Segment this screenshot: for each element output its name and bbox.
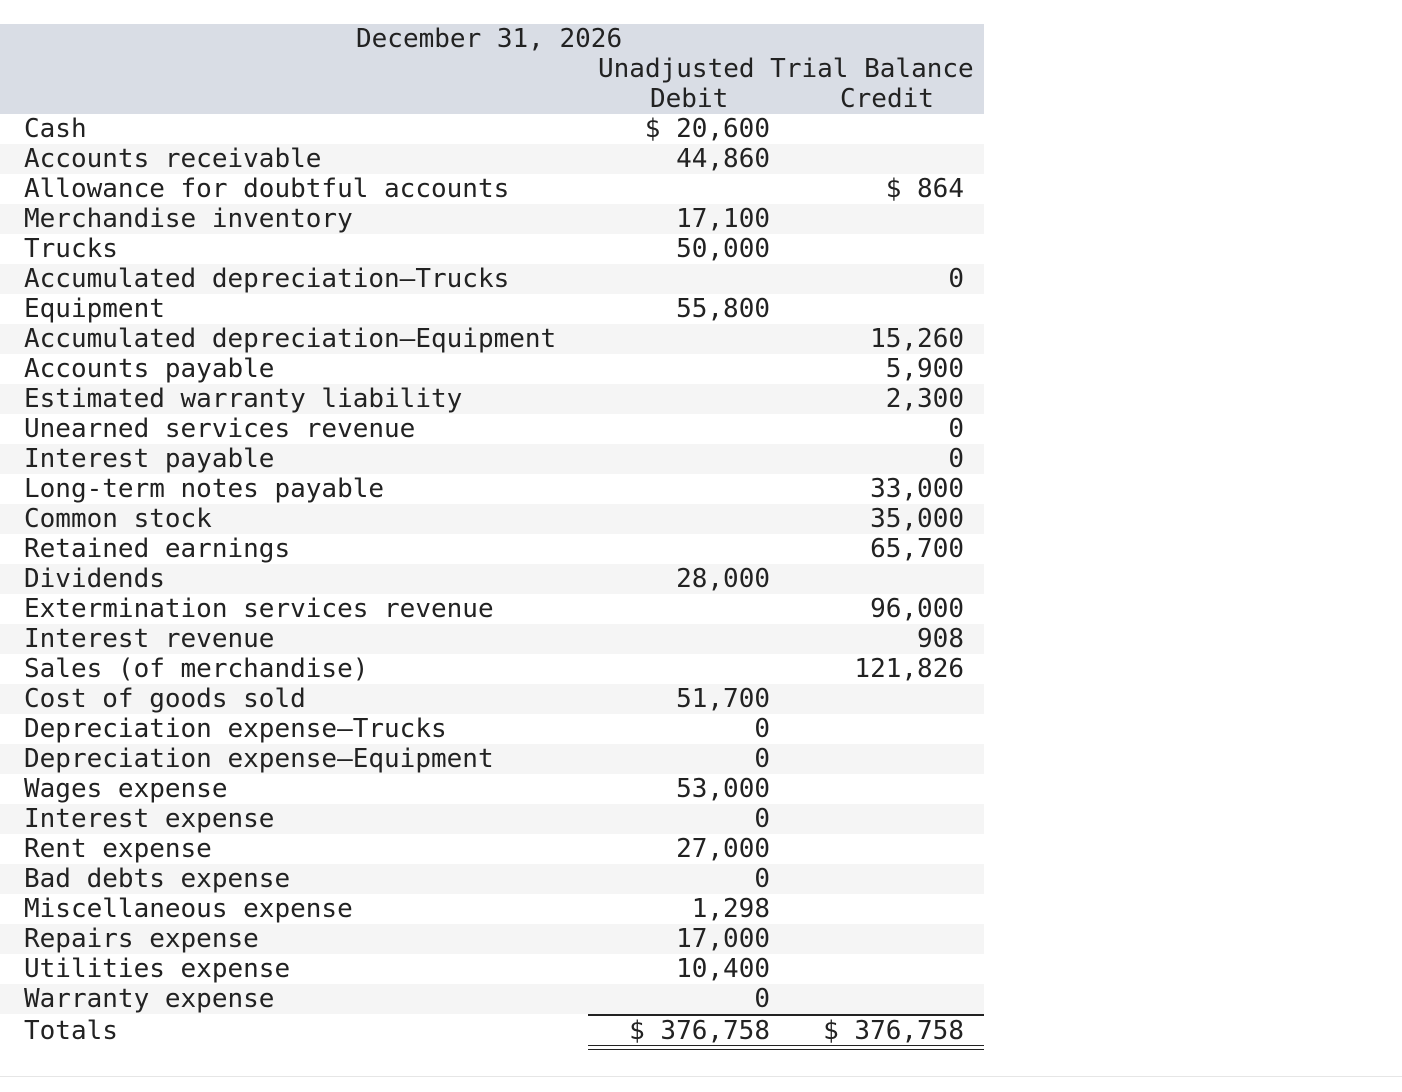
debit-amount: 55,800 bbox=[676, 294, 770, 324]
debit-amount: 17,000 bbox=[676, 924, 770, 954]
debit-amount: 27,000 bbox=[676, 834, 770, 864]
credit-amount: 35,000 bbox=[870, 504, 964, 534]
totals-double-rule-upper bbox=[588, 1045, 984, 1046]
totals-debit: $ 376,758 bbox=[629, 1016, 770, 1046]
account-name: Depreciation expense—Equipment bbox=[24, 744, 494, 774]
table-row bbox=[0, 594, 984, 624]
table-row bbox=[0, 474, 984, 504]
account-name: Common stock bbox=[24, 504, 212, 534]
credit-amount: 15,260 bbox=[870, 324, 964, 354]
table-row bbox=[0, 714, 984, 744]
table-row bbox=[0, 204, 984, 234]
account-name: Long-term notes payable bbox=[24, 474, 385, 504]
credit-amount: 0 bbox=[948, 444, 964, 474]
debit-amount: 53,000 bbox=[676, 774, 770, 804]
debit-amount: 1,298 bbox=[691, 894, 770, 924]
account-name: Estimated warranty liability bbox=[24, 384, 463, 414]
table-row bbox=[0, 894, 984, 924]
totals-double-rule-lower bbox=[588, 1049, 984, 1050]
table-row bbox=[0, 984, 984, 1014]
debit-amount: 10,400 bbox=[676, 954, 770, 984]
table-row bbox=[0, 684, 984, 714]
debit-amount: 0 bbox=[754, 714, 770, 744]
table-row bbox=[0, 444, 984, 474]
credit-column-header: Credit bbox=[840, 84, 934, 114]
account-name: Warranty expense bbox=[24, 984, 275, 1014]
totals-credit: $ 376,758 bbox=[823, 1016, 964, 1046]
trial-balance-title: Unadjusted Trial Balance bbox=[598, 54, 974, 84]
debit-amount: 50,000 bbox=[676, 234, 770, 264]
trial-balance-table bbox=[0, 114, 984, 1014]
table-row bbox=[0, 654, 984, 684]
account-name: Accumulated depreciation—Equipment bbox=[24, 324, 557, 354]
debit-amount: 0 bbox=[754, 804, 770, 834]
table-row bbox=[0, 534, 984, 564]
account-name: Interest revenue bbox=[24, 624, 275, 654]
table-row bbox=[0, 234, 984, 264]
account-name: Trucks bbox=[24, 234, 118, 264]
table-row bbox=[0, 384, 984, 414]
debit-column-header: Debit bbox=[650, 84, 729, 114]
account-name: Accumulated depreciation—Trucks bbox=[24, 264, 510, 294]
debit-amount: 0 bbox=[754, 744, 770, 774]
credit-amount: 5,900 bbox=[885, 354, 964, 384]
table-row bbox=[0, 294, 984, 324]
account-name: Interest expense bbox=[24, 804, 275, 834]
credit-amount: 65,700 bbox=[870, 534, 964, 564]
statement-date: December 31, 2026 bbox=[356, 24, 623, 54]
table-row bbox=[0, 774, 984, 804]
account-name: Interest payable bbox=[24, 444, 275, 474]
table-row bbox=[0, 834, 984, 864]
credit-amount: 121,826 bbox=[854, 654, 964, 684]
table-row bbox=[0, 114, 984, 144]
account-name: Retained earnings bbox=[24, 534, 291, 564]
credit-amount: 33,000 bbox=[870, 474, 964, 504]
account-name: Cost of goods sold bbox=[24, 684, 306, 714]
table-row bbox=[0, 924, 984, 954]
debit-amount: 17,100 bbox=[676, 204, 770, 234]
debit-amount: 44,860 bbox=[676, 144, 770, 174]
account-name: Allowance for doubtful accounts bbox=[24, 174, 510, 204]
table-row bbox=[0, 264, 984, 294]
account-name: Accounts receivable bbox=[24, 144, 322, 174]
account-name: Unearned services revenue bbox=[24, 414, 416, 444]
credit-amount: 96,000 bbox=[870, 594, 964, 624]
table-row bbox=[0, 324, 984, 354]
credit-amount: $ 864 bbox=[885, 174, 964, 204]
page-bottom-divider bbox=[0, 1076, 1402, 1077]
table-row bbox=[0, 624, 984, 654]
totals-label: Totals bbox=[24, 1016, 118, 1046]
debit-amount: 0 bbox=[754, 864, 770, 894]
account-name: Bad debts expense bbox=[24, 864, 291, 894]
credit-amount: 908 bbox=[917, 624, 964, 654]
account-name: Cash bbox=[24, 114, 87, 144]
table-row bbox=[0, 864, 984, 894]
totals-row bbox=[0, 1016, 984, 1046]
debit-amount: 51,700 bbox=[676, 684, 770, 714]
debit-amount: 0 bbox=[754, 984, 770, 1014]
table-row bbox=[0, 144, 984, 174]
account-name: Dividends bbox=[24, 564, 165, 594]
table-row bbox=[0, 504, 984, 534]
debit-amount: $ 20,600 bbox=[644, 114, 770, 144]
table-row bbox=[0, 744, 984, 774]
table-row bbox=[0, 804, 984, 834]
account-name: Merchandise inventory bbox=[24, 204, 353, 234]
credit-amount: 0 bbox=[948, 264, 964, 294]
table-row bbox=[0, 954, 984, 984]
table-row bbox=[0, 564, 984, 594]
account-name: Repairs expense bbox=[24, 924, 259, 954]
account-name: Accounts payable bbox=[24, 354, 275, 384]
account-name: Wages expense bbox=[24, 774, 228, 804]
table-row bbox=[0, 414, 984, 444]
account-name: Sales (of merchandise) bbox=[24, 654, 369, 684]
credit-amount: 2,300 bbox=[885, 384, 964, 414]
table-row bbox=[0, 174, 984, 204]
account-name: Equipment bbox=[24, 294, 165, 324]
table-row bbox=[0, 354, 984, 384]
account-name: Extermination services revenue bbox=[24, 594, 494, 624]
account-name: Rent expense bbox=[24, 834, 212, 864]
account-name: Depreciation expense—Trucks bbox=[24, 714, 447, 744]
credit-amount: 0 bbox=[948, 414, 964, 444]
debit-amount: 28,000 bbox=[676, 564, 770, 594]
account-name: Miscellaneous expense bbox=[24, 894, 353, 924]
account-name: Utilities expense bbox=[24, 954, 291, 984]
